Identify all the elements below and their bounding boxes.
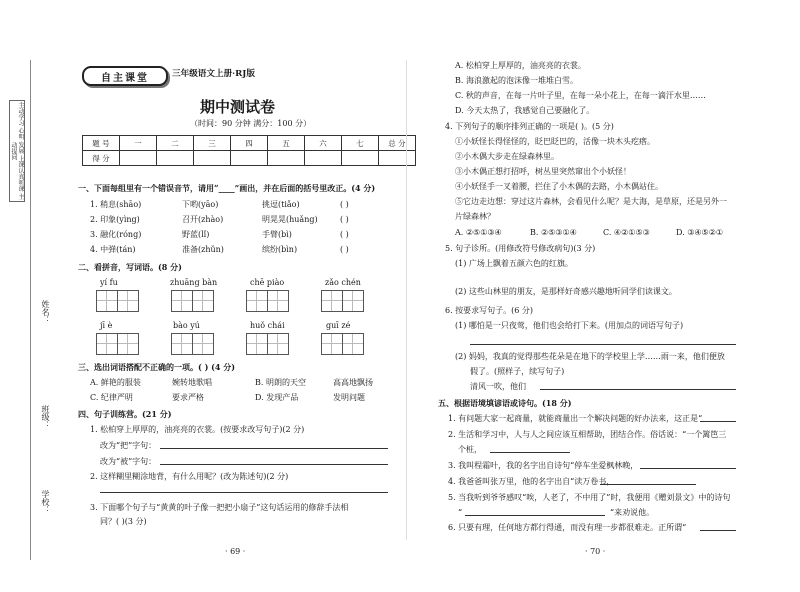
q3-option: 要求严格 <box>172 393 204 402</box>
q4-4-item: 片绿森林？ <box>455 212 495 221</box>
q4-6-1: (1) 哪怕是一只夜莺，他们也会给打下来。(用加点的词语写句子) <box>455 321 684 330</box>
q5-item: 2. 生活和学习中，人与人之间应该互相帮助，团结合作。俗话说：“一个篱笆三 <box>448 430 727 439</box>
q4-4-text: 4. 下列句子的顺序排列正确的一项是( )。(5 分) <box>445 122 614 131</box>
q4-4-item: ②小木偶大步走在绿森林里。 <box>455 152 559 161</box>
q1-answer-slot[interactable]: ( ) <box>340 230 349 239</box>
q2-answer-grid[interactable] <box>246 333 288 355</box>
q3-option: 婉转地歌唱 <box>172 378 212 387</box>
q2-answer-grid[interactable] <box>246 290 288 312</box>
score-header-cell: 六 <box>305 136 342 151</box>
q1-item: 挑逗(tiǎo) <box>262 200 300 209</box>
q5-item: 5. 当我听到爷爷感叹“唉，人老了，不中用了”时，我便用《赠刘景文》中的诗句 <box>448 493 731 502</box>
answer-line[interactable] <box>640 468 736 469</box>
score-input-cell[interactable] <box>194 151 231 166</box>
q1-item: 4. 中弹(tán) <box>90 245 136 254</box>
q4-title: 四、句子训练营。(21 分) <box>78 409 172 419</box>
q1-item: 下哟(yāo) <box>182 200 219 209</box>
q5-item: 个桩， <box>458 445 482 454</box>
q4-2-text: 2. 这样糊里糊涂地背，有什么用呢？(改为陈述句)(2 分) <box>90 472 289 481</box>
score-input-cell[interactable] <box>268 151 305 166</box>
school-label: 学校： <box>41 490 50 514</box>
score-header-cell: 五 <box>268 136 305 151</box>
score-header-cell: 总 分 <box>379 136 416 151</box>
q4-5-text: 5. 句子诊所。(用修改符号修改病句)(3 分) <box>445 244 596 253</box>
brand-badge: 自主课堂 <box>82 66 168 86</box>
score-header-cell: 三 <box>194 136 231 151</box>
q1-item: 3. 融化(róng) <box>90 230 142 239</box>
score-input-cell[interactable] <box>342 151 379 166</box>
page-number-right: · 70 · <box>585 547 606 556</box>
page-title: 期中测试卷 <box>200 98 276 116</box>
q2-answer-grid[interactable] <box>96 333 138 355</box>
q4-4-option: A. ②⑤①③④ <box>455 228 502 237</box>
q4-4-item: ③小木偶正想打招呼，树丛里突然窜出个小妖怪！ <box>455 167 631 176</box>
q1-item: 野蓝(lǐ) <box>182 230 210 239</box>
q5-item: 3. 我叫程霜叶，我的名字出自诗句“停车坐爱枫林晚， <box>448 461 639 470</box>
q5-item: 1. 有问题大家一起商量，就能商量出一个解决问题的好办法来，这正是“ <box>448 414 703 423</box>
q2-pinyin: chē piào <box>250 278 285 287</box>
q5-item: “来劝说他。 <box>610 508 655 517</box>
answer-line[interactable] <box>700 421 736 422</box>
q1-item: 手臂(bì) <box>262 230 292 239</box>
q2-pinyin: guī zé <box>326 321 351 330</box>
q4-4-option: D. ③④⑤②① <box>676 228 724 237</box>
q4-3-option: B. 海浪激起的泡沫像一堆堆白雪。 <box>455 76 578 85</box>
answer-line[interactable] <box>700 530 736 531</box>
q1-item: 缤纷(bìn) <box>262 245 298 254</box>
q4-3b-text: 同？( )(3 分) <box>100 517 147 526</box>
q4-3-option: A. 松柏穿上厚厚的，油亮亮的衣裳。 <box>455 61 586 70</box>
answer-line[interactable] <box>100 492 388 493</box>
motto-box: 主动学习 心明 发展 上课认真听课 主动提问 <box>9 100 25 202</box>
name-label: 姓名： <box>41 300 50 324</box>
q2-pinyin: zǎo chén <box>325 278 361 287</box>
q2-pinyin: huǒ chái <box>250 321 285 330</box>
q4-3-option: C. 秋的声音，在每一片叶子里，在每一朵小花上，在每一滴汗水里…… <box>455 91 706 100</box>
q3-option: C. 纪律严明 <box>90 393 133 402</box>
q1-item: 2. 印象(yìng) <box>90 215 140 224</box>
book-subtitle: 三年级语文上册·RJ版 <box>172 69 255 79</box>
q4-6-2: (2) 妈妈，我真的觉得那些花朵是在地下的学校里上学……雨一来，他们便放 <box>455 352 725 361</box>
q4-3-option: D. 今天太热了，我感觉自己要融化了。 <box>455 106 595 115</box>
score-input-cell[interactable] <box>157 151 194 166</box>
q2-pinyin: jī è <box>100 321 113 330</box>
q3-option: D. 发现产品 <box>255 393 299 402</box>
q4-6-text: 6. 按要求写句子。(6 分) <box>445 306 534 315</box>
q4-5-1: (1) 广场上飘着五颜六色的红旗。 <box>455 259 573 268</box>
q3-option: 发明问题 <box>333 393 365 402</box>
score-header-cell: 一 <box>120 136 157 151</box>
q4-4-option: C. ④②①⑤③ <box>603 228 650 237</box>
score-header-cell: 二 <box>157 136 194 151</box>
q4-4-item: ④小妖怪手一叉着腰，拦住了小木偶的去路，小木偶站住。 <box>455 182 663 191</box>
q5-item: “ <box>458 508 463 517</box>
q4-1-text: 1. 松柏穿上厚厚的，油亮亮的衣裳。(按要求改写句子)(2 分) <box>90 425 305 434</box>
q2-answer-grid[interactable] <box>321 333 363 355</box>
q2-answer-grid[interactable] <box>171 290 213 312</box>
score-header-cell: 题 号 <box>83 136 120 151</box>
q1-title: 一、下面每组里有一个错误音节，请用“____”画出，并在后面的括号里改正。(4 分) <box>78 183 376 193</box>
time-info: （时间：90 分钟 满分：100 分） <box>190 119 312 128</box>
q3-option: B. 明朗的天空 <box>255 378 306 387</box>
q4-4-item: ⑤它边走边想：穿过这片森林，会看见什么呢？是大海，是草原，还是另外一 <box>455 197 727 206</box>
answer-line[interactable] <box>600 484 696 485</box>
q4-6-2b: 假了。(照样子，续写句子) <box>470 367 565 376</box>
score-input-cell[interactable] <box>120 151 157 166</box>
q4-6-2c: 清风一吹，他们 <box>470 382 526 391</box>
q4-4-option: B. ②⑤③①④ <box>530 228 577 237</box>
page-divider <box>406 60 407 540</box>
q4-1b-label: 改为“被”字句： <box>100 457 157 466</box>
score-input-cell[interactable] <box>231 151 268 166</box>
q5-item: 4. 我爸爸叫张万里，他的名字出自“读万卷书， <box>448 477 615 486</box>
q5-title: 五、根据语境填谚语或诗句。(18 分) <box>438 398 572 408</box>
answer-line[interactable] <box>490 452 570 453</box>
answer-line[interactable] <box>540 389 736 390</box>
q2-pinyin: bào yú <box>173 321 200 330</box>
score-input-cell[interactable] <box>379 151 416 166</box>
q2-pinyin: yí fu <box>100 278 118 287</box>
answer-line[interactable] <box>465 515 605 516</box>
q1-item: 召开(zhào) <box>182 215 224 224</box>
q2-answer-grid[interactable] <box>96 290 138 312</box>
answer-line[interactable] <box>470 344 736 345</box>
score-input-cell[interactable] <box>305 151 342 166</box>
class-label: 班级： <box>41 405 50 429</box>
q2-pinyin: zhuāng bàn <box>170 278 218 287</box>
q1-item: 准备(zhǔn) <box>182 245 224 254</box>
q4-4-item: ①小妖怪长得怪怪的，眨巴眨巴的，活像一块木头疙瘩。 <box>455 137 655 146</box>
q4-3-text: 3. 下面哪个句子与“黄黄的叶子像一把把小扇子”这句话运用的修辞手法相 <box>90 503 349 512</box>
score-label-cell: 得 分 <box>83 151 120 166</box>
q1-item: 1. 稍息(shāo) <box>90 200 142 209</box>
answer-line[interactable] <box>160 464 388 465</box>
score-table <box>82 135 416 166</box>
q2-title: 二、看拼音，写词语。(8 分) <box>78 262 182 272</box>
q5-item: 6. 只要有理，任何地方都行得通，而没有理一步都很难走。正所谓“ <box>448 523 687 532</box>
q3-title: 三、选出词语搭配不正确的一项。( ) (4 分) <box>78 362 236 372</box>
q1-answer-slot[interactable]: ( ) <box>340 215 349 224</box>
q2-answer-grid[interactable] <box>171 333 213 355</box>
q1-answer-slot[interactable]: ( ) <box>340 200 349 209</box>
q1-answer-slot[interactable]: ( ) <box>340 245 349 254</box>
score-header-cell: 四 <box>231 136 268 151</box>
page-number-left: · 69 · <box>225 547 246 556</box>
q4-5-2: (2) 这些山林里的朋友，是那样好奇感兴趣地听同学们读课文。 <box>455 287 677 296</box>
q2-answer-grid[interactable] <box>321 290 363 312</box>
answer-line[interactable] <box>160 448 388 449</box>
score-header-cell: 七 <box>342 136 379 151</box>
q1-item: 明晃晃(huǎng) <box>262 215 318 224</box>
binding-line <box>30 60 31 560</box>
q3-option: 高高地飘扬 <box>333 378 373 387</box>
q4-1a-label: 改为“把”字句： <box>100 441 157 450</box>
q3-option: A. 鲜艳的服装 <box>90 378 141 387</box>
